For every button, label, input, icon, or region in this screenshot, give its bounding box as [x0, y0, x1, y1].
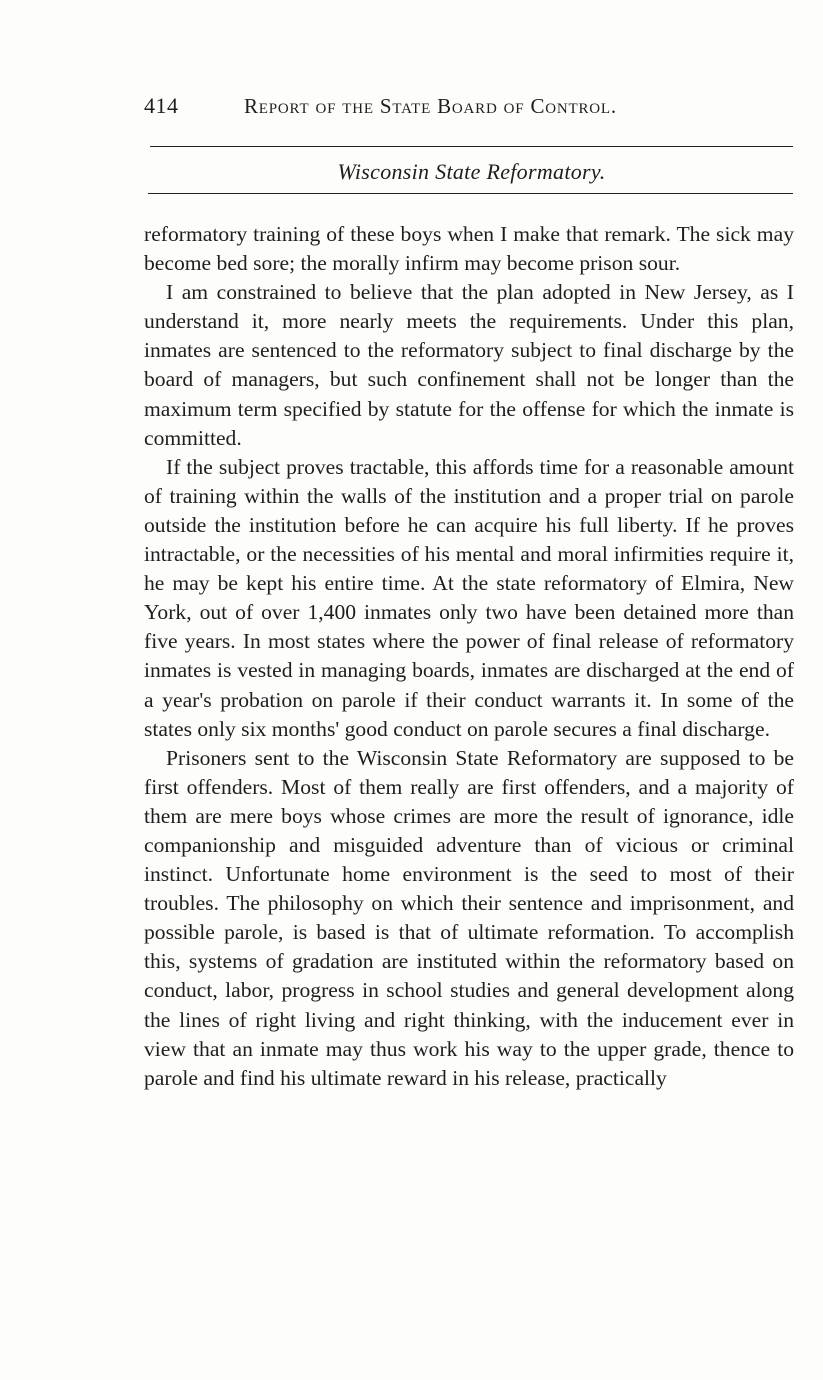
paragraph-continued: reformatory training of these boys when I make that remark. The sick may become bed sore; the morally infirm may become prison sour. — [144, 222, 794, 276]
header-rule-bottom — [148, 193, 793, 194]
page-number: 414 — [144, 93, 179, 118]
section-title: Wisconsin State Reformatory. — [337, 159, 606, 184]
running-head — [144, 93, 794, 123]
paragraph: If the subject proves tractable, this affords time for a reasonable amount of training within the walls of the institution and a proper trial on parole outside the institution before he can acquire his full liberty. If he proves intractable, or the necessities of his mental and moral infirmities require it, he may be kept his entire time. At the state reformatory of Elmira, New York, out of over 1,400 inmates only two have been detained more than five years. In most states where the power of final release of reformatory inmates is vested in managing boards, inmates are discharged at the end of a year's probation on parole if their conduct warrants it. In some of the states only six months' good conduct on parole secures a final discharge. — [144, 454, 794, 741]
body-text — [144, 220, 794, 1093]
header-rule-top — [150, 146, 793, 147]
paragraph: Prisoners sent to the Wisconsin State Reformatory are supposed to be first offenders. Most of them really are first offenders, and a majority of them are mere boys whose crimes are more the result of ignorance, idle companionship and misguided adventure than of vicious or criminal instinct. Unfortunate home environment is the seed to most of their troubles. The philosophy on which their sentence and imprisonment, and possible parole, is based is that of ultimate reformation. To accomplish this, systems of gradation are instituted within the reformatory based on conduct, labor, progress in school studies and general development along the lines of right living and right thinking, with the inducement ever in view that an inmate may thus work his way to the upper grade, thence to parole and find his ultimate reward in his release, practically — [144, 745, 794, 1090]
running-title: Report of the State Board of Control. — [244, 94, 617, 118]
paragraph: I am constrained to believe that the plan adopted in New Jersey, as I understand it, more nearly meets the requirements. Under this plan, inmates are sentenced to the reformatory subject to final discharge by the board of managers, but such confinement shall not be longer than the maximum term specified by statute for the offense for which the inmate is committed. — [144, 280, 794, 450]
